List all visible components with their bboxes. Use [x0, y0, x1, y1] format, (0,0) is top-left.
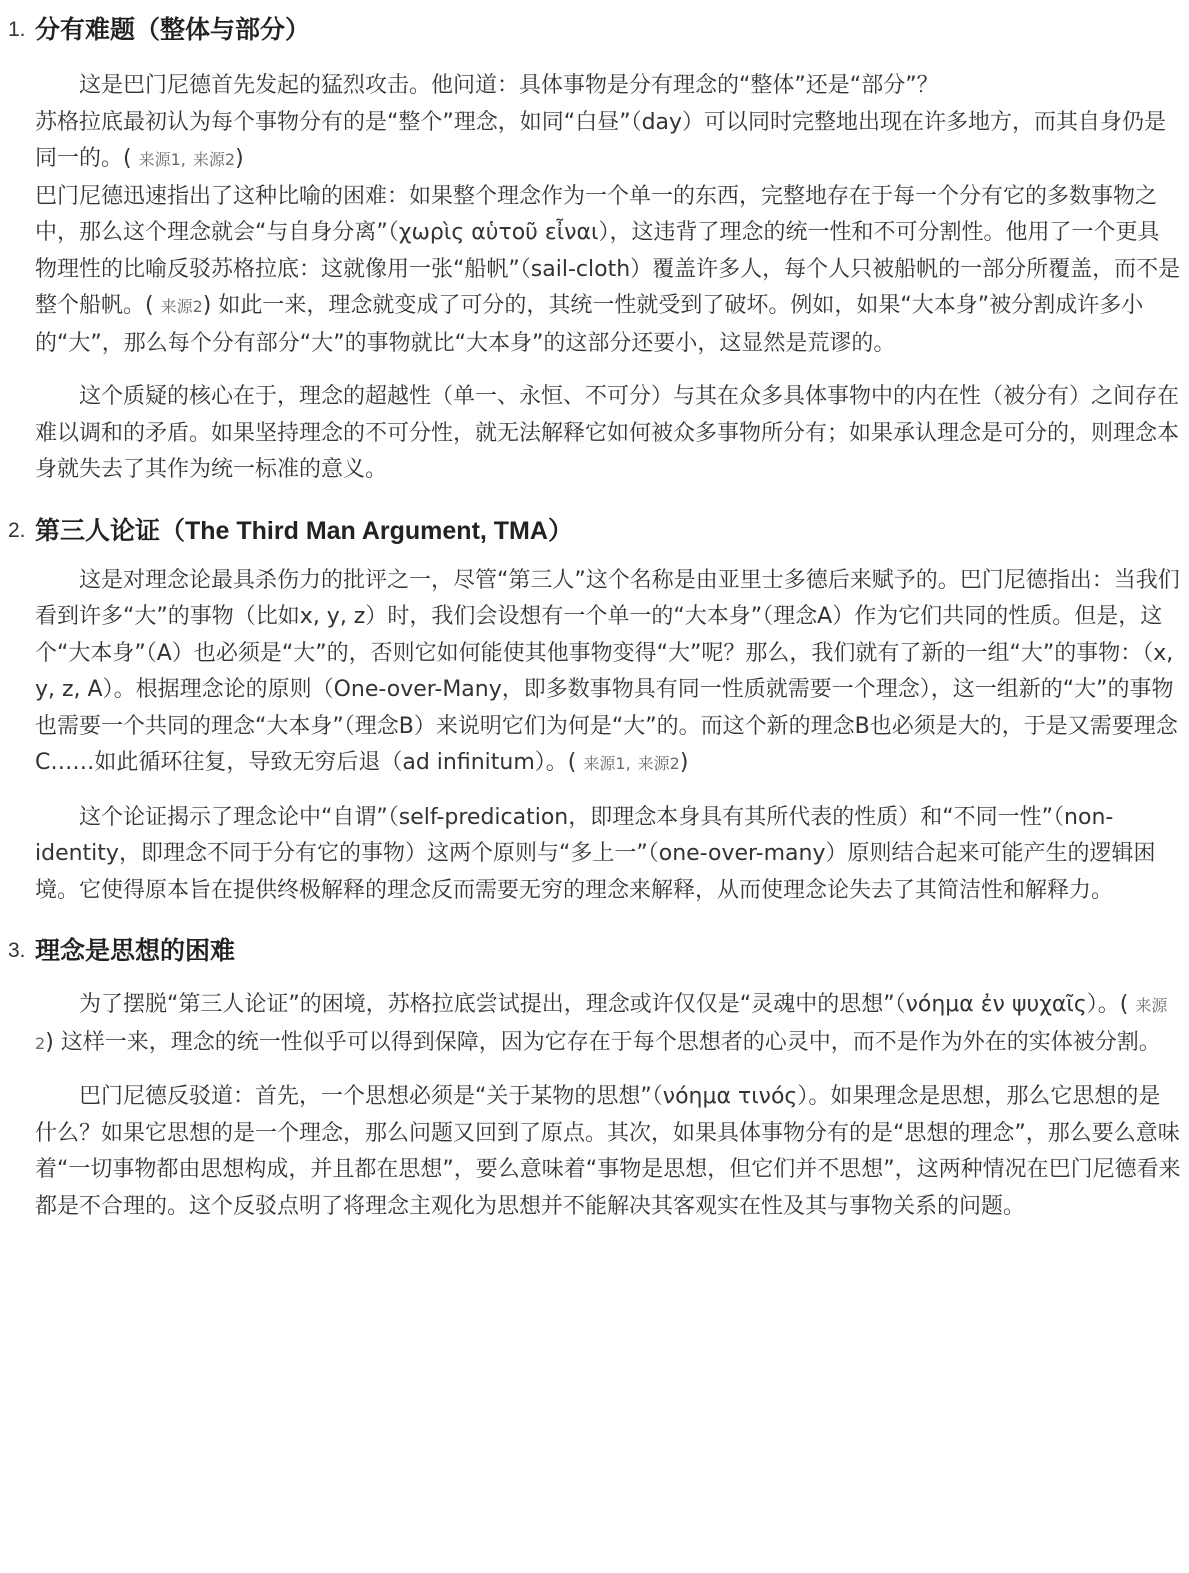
- paragraph-text: 这是对理念论最具杀伤力的批评之一，尽管“第三人”这个名称是由亚里士多德后来赋予的。巴门尼德指出：当我们看到许多“大”的事物（比如x, y, z）时，我们会设想有一个单一的“大本身”（理念A）作为它们共同的性质。但是，这个“大本身”（A）也必须是“大”的，否则它如何能使其他事物变得“大”呢？那么，我们就有了新的一组“大”的事物：（x, y, z, A）。根据理念论的原则（One-over-Many，即多数事物具有同一性质就需要一个理念），这一组新的“大”的事物也需要一个共同的理念“大本身”（理念B）来说明它们为何是“大”的。而这个新的理念B也必须是大的，于是又需要理念C……如此循环往复，导致无穷后退（ad infinitum）。: [35, 567, 1180, 775]
- section-title: 分有难题（整体与部分）: [35, 16, 311, 44]
- citation-open: (: [145, 293, 154, 318]
- paragraph-line: 苏格拉底最初认为每个事物分有的是“整个”理念，如同“白昼”（day）可以同时完整地出现在许多地方，而其自身仍是同一的。: [35, 109, 1167, 171]
- section-number: 3.: [8, 939, 26, 962]
- citation-open: (: [567, 750, 577, 775]
- source-link[interactable]: 来源1: [583, 754, 626, 773]
- section-number: 1.: [8, 18, 26, 41]
- citation-separator: ,: [625, 754, 631, 773]
- citation-close: ): [235, 146, 244, 171]
- paragraph: [35, 563, 1181, 783]
- paragraph-text: [35, 179, 1181, 363]
- paragraph-text: [35, 105, 1181, 179]
- section-heading: [8, 933, 1181, 969]
- paragraph: 这个论证揭示了理念论中“自谓”（self-predication，即理念本身具有其所代表的性质）和“不同一性”（non-identity，即理念不同于分有它的事物）这两个原则与“多上一”（one-over-many）原则结合起来可能产生的逻辑困境。它使得原本旨在提供终极解释的理念反而需要无穷的理念来解释，从而使理念论失去了其简洁性和解释力。: [35, 804, 1156, 903]
- paragraph: 这个质疑的核心在于，理念的超越性（单一、永恒、不可分）与其在众多具体事物中的内在性（被分有）之间存在难以调和的矛盾。如果坚持理念的不可分性，就无法解释它如何被众多事物所分有；如果承认理念是可分的，则理念本身就失去了其作为统一标准的意义。: [35, 384, 1180, 482]
- document-body: [0, 12, 1189, 1225]
- citation-separator: ,: [180, 150, 186, 169]
- paragraph-line: 如此一来，理念就变成了可分的，其统一性就受到了破坏。例如，如果“大本身”被分割成许多小的“大”，那么每个分有部分“大”的事物就比“大本身”的这部分还要小，这显然是荒谬的。: [35, 293, 1144, 356]
- section-heading: [8, 12, 1181, 48]
- source-link[interactable]: 来源2: [35, 996, 1168, 1053]
- citation-close: ): [679, 750, 689, 775]
- section-title: 第三人论证（The Third Man Argument, TMA）: [35, 516, 573, 545]
- paragraph-line: 巴门尼德迅速指出了这种比喻的困难：如果整个理念作为一个单一的东西，完整地存在于每一个分有它的多数事物之中，那么这个理念就会“与自身分离”（χωρὶς αὑτοῦ εἶναι），这违背了理念的统一性和不可分割性。他用了一个更具物理性的比喻反驳苏格拉底：这就像用一张“船帆”（sail-cloth）覆盖许多人，每个人只被船帆的一部分所覆盖，而不是整个船帆。: [35, 183, 1181, 318]
- paragraph: [35, 987, 1181, 1062]
- section-heading: [8, 513, 1181, 549]
- paragraph: 巴门尼德反驳道：首先，一个思想必须是“关于某物的思想”（νόημα τινός）。如果理念是思想，那么它思想的是什么？如果它思想的是一个理念，那么问题又回到了原点。其次，如果具体事物分有的是“思想的理念”，那么要么意味着“一切事物都由思想构成，并且都在思想”，要么意味着“事物是思想，但它们并不思想”，这两种情况在巴门尼德看来都是不合理的。这个反驳点明了将理念主观化为思想并不能解决其客观实在性及其与事物关系的问题。: [35, 1084, 1181, 1219]
- citation-close: ): [202, 293, 212, 318]
- section-title: 理念是思想的困难: [35, 937, 236, 965]
- paragraph-text: 为了摆脱“第三人论证”的困境，苏格拉底尝试提出，理念或许仅仅是“灵魂中的思想”（νόημα ἐν ψυχαῖς）。: [79, 992, 1120, 1017]
- paragraph: [35, 68, 1181, 362]
- source-link[interactable]: 来源2: [637, 754, 680, 773]
- source-link[interactable]: 来源2: [160, 297, 203, 316]
- paragraph-text: 这样一来，理念的统一性似乎可以得到保障，因为它存在于每个思想者的心灵中，而不是作为外在的实体被分割。: [60, 1029, 1161, 1055]
- citation-open: (: [123, 146, 132, 171]
- source-link[interactable]: 来源1: [138, 150, 181, 169]
- source-link[interactable]: 来源2: [192, 150, 236, 169]
- citation-open: (: [1119, 992, 1129, 1017]
- citation-close: ): [45, 1029, 54, 1055]
- section-number: 2.: [8, 518, 26, 542]
- paragraph-line: 这是巴门尼德首先发起的猛烈攻击。他问道：具体事物是分有理念的“整体”还是“部分”？: [79, 73, 939, 98]
